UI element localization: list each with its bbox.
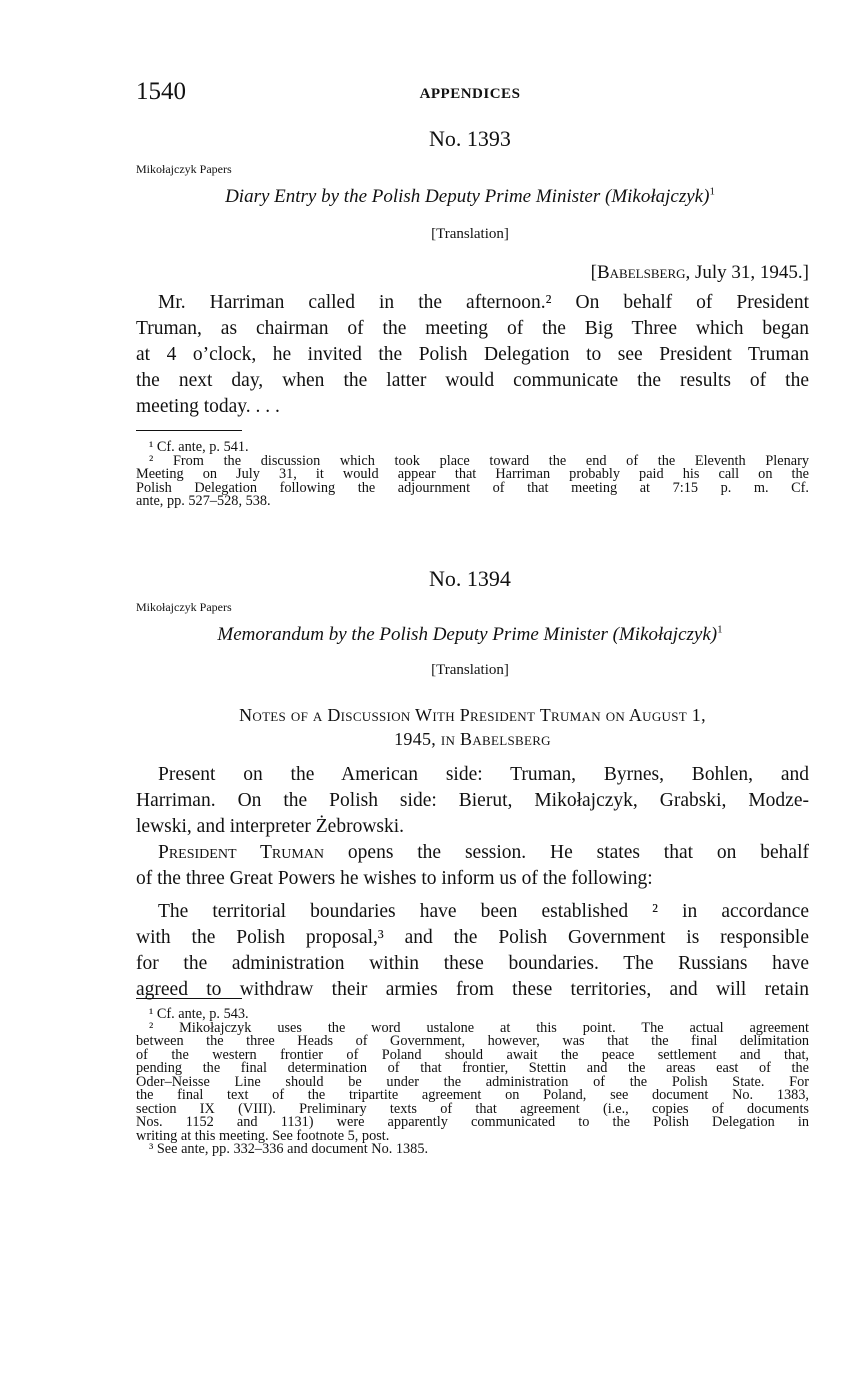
doc1-body-line: meeting today. . . . <box>136 396 280 417</box>
para-line: of the three Great Powers he wishes to inform us of the following: <box>136 868 653 889</box>
doc1-footnotes <box>136 441 809 509</box>
dateline-place: Babelsberg <box>596 262 686 283</box>
doc2-title-text: Memorandum by the Polish Deputy Prime Minister (Mikołajczyk) <box>217 624 718 645</box>
para-line: for the administration within these boundaries. The Russians have <box>136 953 809 974</box>
footnote-line: Meeting on July 31, it would appear that Harriman probably paid his call on the <box>136 466 809 482</box>
speaker-name: President Truman <box>158 842 325 863</box>
footnote-line: writing at this meeting. See footnote 5, post. <box>136 1127 390 1144</box>
footnote-line: of the western frontier of Poland should await the peace settlement and that, <box>136 1046 809 1063</box>
doc2-para-boundaries <box>136 899 809 1003</box>
doc2-translation: [Translation] <box>431 662 509 678</box>
doc2-heading-line: 1945, in Babelsberg <box>394 729 551 749</box>
doc1-body-line: at 4 o’clock, he invited the Polish Delegation to see President Truman <box>136 344 809 365</box>
doc1-body-line: Mr. Harriman called in the afternoon.² On behalf of President <box>158 292 809 313</box>
dateline-date: , July 31, 1945.] <box>685 262 809 283</box>
dateline-open: [ <box>590 262 597 283</box>
doc1-title-text: Diary Entry by the Polish Deputy Prime Minister (Mikołajczyk) <box>225 186 710 207</box>
doc2-title <box>0 624 857 646</box>
doc2-number: No. 1394 <box>429 566 511 591</box>
doc1-dateline <box>591 262 809 284</box>
doc1-title <box>0 186 857 208</box>
doc2-source: Mikołajczyk Papers <box>136 600 232 614</box>
doc1-number: No. 1393 <box>429 126 511 151</box>
footnote-line: the final text of the tripartite agreement on Poland, see document No. 1383, <box>136 1087 809 1103</box>
doc1-title-note: 1 <box>709 185 715 198</box>
footnote-line: ¹ Cf. ante, p. 543. <box>149 1006 249 1022</box>
para-line-text: opens the session. He states that on behalf <box>324 842 809 863</box>
footnote-line: pending the final determination of that frontier, Stettin and the areas east of the <box>136 1060 809 1076</box>
footnote-line: ante, pp. 527–528, 538. <box>136 493 271 509</box>
footnote-line: Oder–Neisse Line should be under the administration of the Polish State. For <box>136 1073 809 1090</box>
doc1-source: Mikołajczyk Papers <box>136 162 232 176</box>
doc2-heading <box>136 703 809 751</box>
footnote-line: ² Mikołajczyk uses the word ustalone at this point. The actual agreement <box>149 1019 809 1036</box>
para-line <box>136 840 809 866</box>
footnote-line: section IX (VIII). Preliminary texts of that agreement (i.e., copies of documents <box>136 1100 809 1117</box>
footnote-line: ² From the discussion which took place toward the end of the Eleventh Plenary <box>149 452 809 469</box>
footnote-rule <box>136 998 242 999</box>
footnote-line: ¹ Cf. ante, p. 541. <box>149 439 249 455</box>
footnote-line: ³ See ante, pp. 332–336 and document No. 1385. <box>149 1141 429 1157</box>
doc2-title-note: 1 <box>717 623 723 636</box>
para-line: agreed to withdraw their armies from these territories, and will retain <box>136 979 809 1000</box>
footnote-line: between the three Heads of Government, however, was that the final delimitation <box>136 1033 809 1049</box>
doc1-body-line: Truman, as chairman of the meeting of the Big Three which began <box>136 318 809 339</box>
footnote-line: Nos. 1152 and 1131) were apparently communicated to the Polish Delegation in <box>136 1114 809 1130</box>
para-line: lewski, and interpreter Żebrowski. <box>136 816 405 837</box>
para-line: Harriman. On the Polish side: Bierut, Mikołajczyk, Grabski, Modze- <box>136 790 809 811</box>
doc1-body <box>136 290 809 420</box>
running-title: APPENDICES <box>419 86 521 102</box>
doc1-translation: [Translation] <box>431 226 509 242</box>
doc2-para-present <box>136 762 809 840</box>
doc1-body-line: the next day, when the latter would communicate the results of the <box>136 370 809 391</box>
para-line: The territorial boundaries have been established ² in accordance <box>158 901 809 922</box>
page-number: 1540 <box>136 78 186 105</box>
doc2-para-opening <box>136 840 809 892</box>
para-line: Present on the American side: Truman, Byrnes, Bohlen, and <box>158 764 809 785</box>
para-line: with the Polish proposal,³ and the Polish Government is responsible <box>136 927 809 948</box>
footnote-line: Polish Delegation following the adjournment of that meeting at 7:15 p. m. Cf. <box>136 479 809 496</box>
doc2-footnotes <box>136 1008 809 1157</box>
footnote-rule <box>136 430 242 431</box>
doc2-heading-line: Notes of a Discussion With President Truman on August 1, <box>239 705 706 725</box>
